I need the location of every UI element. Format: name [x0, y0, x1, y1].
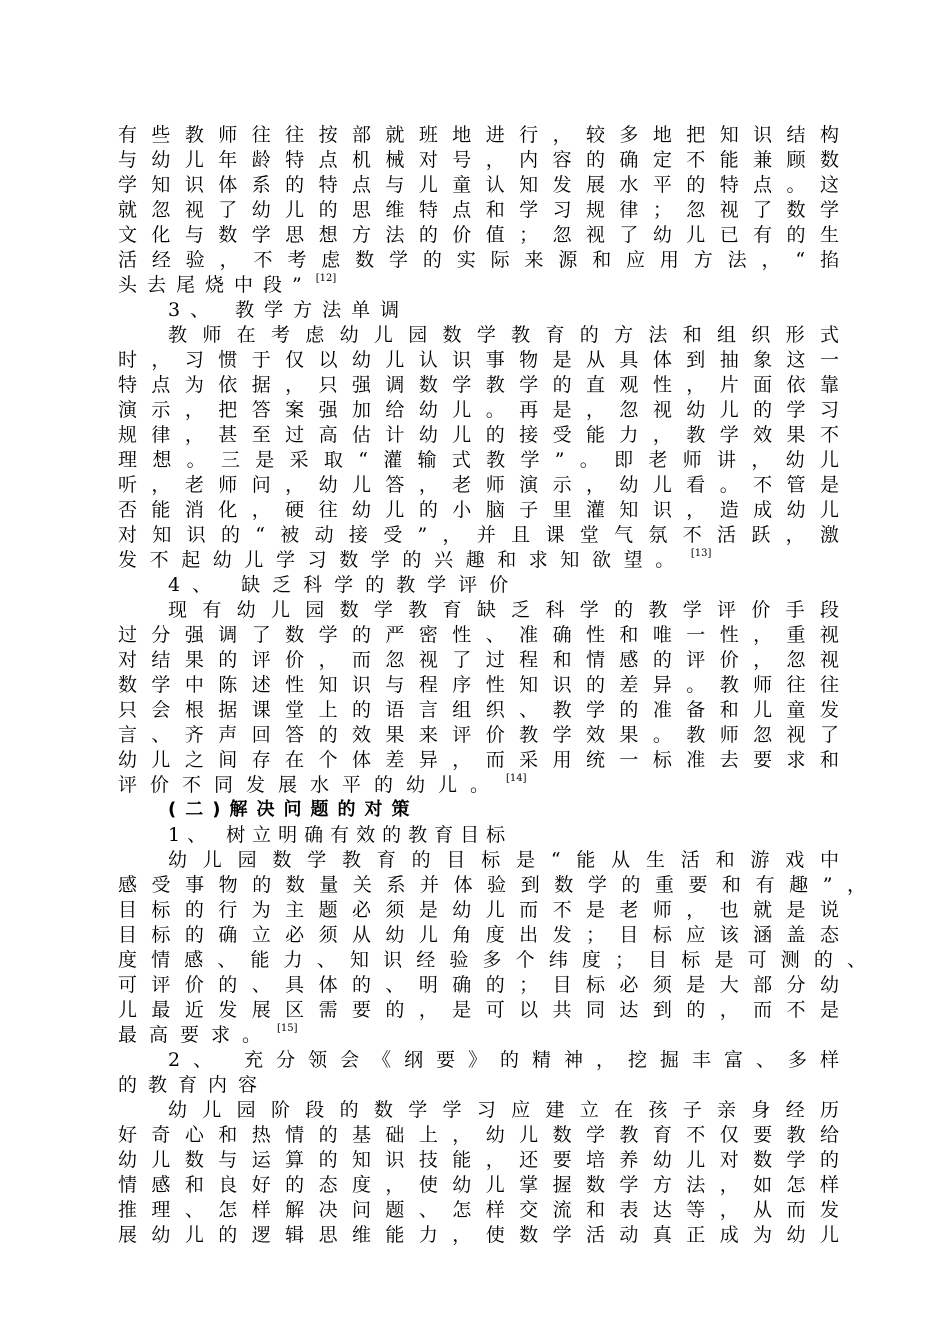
subsection-heading: 4、 缺乏科学的教学评价 [168, 574, 521, 596]
paragraph-line: 言、齐声回答的效果来评价教学效果。教师忽视了 [118, 724, 841, 746]
paragraph-line: 规律，甚至过高估计幼儿的接受能力，教学效果不 [118, 424, 841, 446]
citation-ref: [14] [506, 773, 527, 784]
section-heading: (二)解决问题的对策 [168, 799, 419, 820]
paragraph-line: 现有幼儿园数学教育缺乏科学的教学评价手段 [168, 599, 841, 621]
citation-ref: [12] [315, 273, 337, 284]
paragraph-line: 情感和良好的态度，使幼儿掌握数学方法，如怎样 [118, 1174, 841, 1196]
paragraph-line: 展幼儿的逻辑思维能力，使数学活动真正成为幼儿 [118, 1224, 841, 1246]
subsection-heading: 2、 充分领会《纲要》的精神，挖掘丰富、多样 [168, 1049, 841, 1071]
paragraph-line-end: 最高要求。 [15] [118, 1023, 298, 1046]
paragraph-line: 幼儿园数学教育的目标是“能从生活和游戏中 [168, 849, 841, 871]
paragraph-line-end: 评价不同发展水平的幼儿。 [14] [118, 773, 527, 796]
paragraph-line: 幼儿园阶段的数学学习应建立在孩子亲身经历 [168, 1099, 841, 1121]
paragraph-line: 听，老师问，幼儿答，老师演示，幼儿看。不管是 [118, 474, 841, 496]
paragraph-line: 对结果的评价，而忽视了过程和情感的评价，忽视 [118, 649, 841, 671]
paragraph-line: 教师在考虑幼儿园数学教育的方法和组织形式 [168, 324, 841, 346]
paragraph-line: 学知识体系的特点与儿童认知发展水平的特点。这 [118, 174, 841, 196]
paragraph-line: 时，习惯于仅以幼儿认识事物是从具体到抽象这一 [118, 349, 841, 371]
paragraph-line: 就忽视了幼儿的思维特点和学习规律；忽视了数学 [118, 199, 841, 221]
paragraph-line: 理想。三是采取“灌输式教学”。即老师讲，幼儿 [118, 449, 841, 471]
paragraph-line: 好奇心和热情的基础上，幼儿数学教育不仅要教给 [118, 1124, 841, 1146]
paragraph-line: 幼儿数与运算的知识技能，还要培养幼儿对数学的 [118, 1149, 841, 1171]
paragraph-line: 演示，把答案强加给幼儿。再是，忽视幼儿的学习 [118, 399, 841, 421]
paragraph-line: 有些教师往往按部就班地进行，较多地把知识结构 [118, 124, 841, 146]
subsection-heading: 3、 教学方法单调 [168, 299, 410, 321]
citation-ref: [15] [277, 1023, 298, 1034]
paragraph-line: 幼儿之间存在个体差异，而采用统一标准去要求和 [118, 749, 841, 771]
paragraph-line: 与幼儿年龄特点机械对号，内容的确定不能兼顾数 [118, 149, 841, 171]
paragraph-line: 只会根据课堂上的语言组织、教学的准备和儿童发 [118, 699, 841, 721]
paragraph-line: 感受事物的数量关系并体验到数学的重要和有趣”， [118, 874, 868, 896]
paragraph-line: 活经验，不考虑数学的实际来源和应用方法，“掐 [118, 249, 841, 271]
paragraph-line: 对知识的“被动接受”，并且课堂气氛不活跃，激 [118, 524, 841, 546]
paragraph-line: 可评价的、具体的、明确的；目标必须是大部分幼 [118, 974, 841, 996]
paragraph-line: 儿最近发展区需要的，是可以共同达到的，而不是 [118, 999, 841, 1021]
subsection-heading-cont: 的教育内容 [118, 1074, 269, 1096]
paragraph-line: 目标的行为主题必须是幼儿而不是老师，也就是说 [118, 899, 841, 921]
paragraph-line: 文化与数学思想方法的价值；忽视了幼儿已有的生 [118, 224, 841, 246]
paragraph-line: 否能消化，硬往幼儿的小脑子里灌知识，造成幼儿 [118, 499, 841, 521]
paragraph-line: 推理、怎样解决问题、怎样交流和表达等，从而发 [118, 1199, 841, 1221]
paragraph-line-end: 头去尾烧中段” [12] [118, 273, 337, 296]
citation-ref: [13] [690, 548, 712, 559]
subsection-heading: 1、 树立明确有效的教育目标 [168, 824, 513, 846]
paragraph-line: 目标的确立必须从幼儿角度出发；目标应该涵盖态 [118, 924, 841, 946]
paragraph-line: 特点为依据，只强调数学教学的直观性，片面依靠 [118, 374, 841, 396]
paragraph-line: 度情感、能力、知识经验多个纬度；目标是可测的、 [118, 949, 868, 971]
paragraph-line: 过分强调了数学的严密性、准确性和唯一性，重视 [118, 624, 841, 646]
paragraph-line-end: 发不起幼儿学习数学的兴趣和求知欲望。 [13] [118, 548, 712, 571]
paragraph-line: 数学中陈述性知识与程序性知识的差异。教师往往 [118, 674, 841, 696]
